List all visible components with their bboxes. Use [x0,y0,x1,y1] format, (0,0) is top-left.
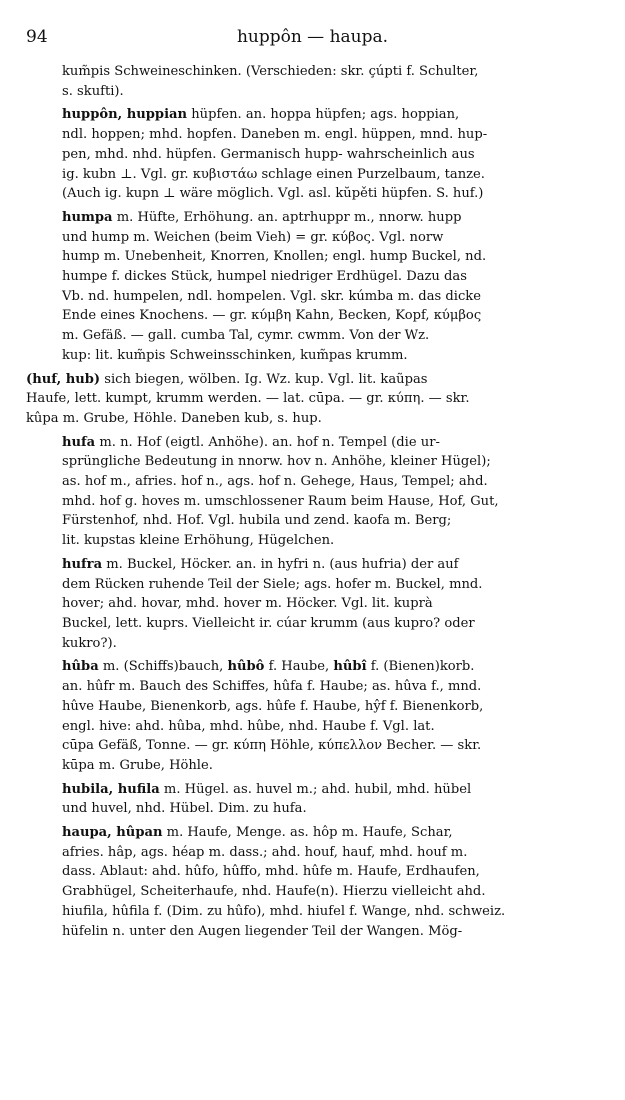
entry-huppon [26,105,602,204]
page-number: 94 [26,27,48,47]
entry-hubila [26,780,602,819]
entry-kumpis-cont [26,62,602,101]
entry-line: hiufila, hûfila f. (Dim. zu hûfo), mhd. hiufel f. Wange, nhd. schweiz. [62,903,506,919]
entry-line: kup: lit. kum̃pis Schweinsschinken, kum̃pas krumm. [62,347,408,363]
entries-column [26,62,602,945]
entry-line: mhd. hof g. hoves m. umschlossener Raum beim Hause, Hof, Gut, [62,493,499,509]
entry-haupa [26,823,602,941]
headword: hûbî [333,659,367,675]
headword: huppôn, huppian [62,107,188,123]
entry-huba [26,657,602,775]
entry-line: pen, mhd. nhd. hüpfen. Germanisch hupp- wahrscheinlich aus [62,146,475,162]
entry-line: m. Gefäß. — gall. cumba Tal, cymr. cwmm. Von der Wz. [62,328,430,344]
running-title: huppôn — haupa. [236,27,389,47]
headword: humpa [62,209,113,225]
entry-line: dem Rücken ruhende Teil der Siele; ags. hofer m. Buckel, mnd. [62,576,483,592]
entry-line: ig. kubn ⊥. Vgl. gr. κυβιστάω schlage einen Purzelbaum, tanze. [62,166,485,182]
entry-line: afries. hâp, ags. héap m. dass.; ahd. houf, hauf, mhd. houf m. [62,844,468,860]
entry-line: (Auch ig. kupn ⊥ wäre möglich. Vgl. asl. kŭpěti hüpfen. S. huf.) [62,186,484,202]
entry-huf [26,370,602,429]
entry-line: Vb. nd. humpelen, ndl. hompelen. Vgl. skr. kúmba m. das dicke [62,288,481,304]
entry-line: sprüngliche Bedeutung in nnorw. hov n. Anhöhe, kleiner Hügel); [62,454,491,470]
entry-line: hubila, hufila m. Hügel. as. huvel m.; ahd. hubil, mhd. hübel [62,781,472,797]
entry-line: hûve Haube, Bienenkorb, ags. hûfe f. Haube, hŷf f. Bienenkorb, [62,698,484,714]
entry-line: engl. hive: ahd. hûba, mhd. hûbe, nhd. Haube f. Vgl. lat. [62,718,435,734]
entry-line: hover; ahd. hovar, mhd. hover m. Höcker. Vgl. lit. kuprà [62,596,433,612]
headword: hûbô [227,659,265,675]
headword: hûba [62,659,99,675]
entry-line: (huf, hub) sich biegen, wölben. Ig. Wz. kup. Vgl. lit. kaũpas [26,371,428,387]
entry-line: und huvel, nhd. Hübel. Dim. zu hufa. [62,801,307,817]
entry-line: hufa m. n. Hof (eigtl. Anhöhe). an. hof n. Tempel (die ur- [62,434,440,450]
headword: haupa, hûpan [62,825,163,841]
entry-line: humpe f. dickes Stück, humpel niedriger Erdhügel. Dazu das [62,269,467,285]
entry-line: und hump m. Weichen (beim Vieh) = gr. κύβος. Vgl. norw [62,229,444,245]
entry-line: kukro?). [62,635,117,651]
entry-humpa [26,208,602,366]
entry-hufa [26,433,602,551]
entry-line: dass. Ablaut: ahd. hûfo, hûffo, mhd. hûfe m. Haufe, Erdhaufen, [62,864,480,880]
entry-line: hump m. Unebenheit, Knorren, Knollen; engl. hump Buckel, nd. [62,249,487,265]
entry-line: an. hûfr m. Bauch des Schiffes, hûfa f. Haube; as. hûva f., mnd. [62,679,482,695]
entry-line: Haufe, lett. kumpt, krumm werden. — lat. cūpa. — gr. κύπη. — skr. [26,391,470,407]
entry-line: Fürstenhof, nhd. Hof. Vgl. hubila und zend. kaofa m. Berg; [62,513,452,529]
headword: hufa [62,434,96,450]
entry-line: Grabhügel, Scheiterhaufe, nhd. Haufe(n). Hierzu vielleicht ahd. [62,884,486,900]
entry-line: lit. kupstas kleine Erhöhung, Hügelchen. [62,533,335,549]
entry-line: hüfelin n. unter den Augen liegender Teil der Wangen. Mög- [62,923,463,939]
entry-line: cūpa Gefäß, Tonne. — gr. κύπη Höhle, κύπελλον Becher. — skr. [62,738,482,754]
entry-line: s. skufti). [62,83,124,99]
headword: hufra [62,556,103,572]
entry-line: kûpa m. Grube, Höhle. Daneben kub, s. hup. [26,410,322,426]
entry-hufra [26,555,602,654]
headword: hubila, hufila [62,781,160,797]
entry-line: Buckel, lett. kuprs. Vielleicht ir. cúar krumm (aus kupro? oder [62,615,475,631]
entry-line: ndl. hoppen; mhd. hopfen. Daneben m. engl. hüppen, mnd. hup- [62,127,488,143]
entry-line: hûba m. (Schiffs)bauch, hûbô f. Haube, hûbî f. (Bienen)korb. [62,659,475,675]
entry-line: Ende eines Knochens. — gr. κύμβη Kahn, Becken, Kopf, κύμβος [62,308,482,324]
entry-line: humpa m. Hüfte, Erhöhung. an. aptrhuppr m., nnorw. hupp [62,209,462,225]
headword: (huf, hub) [26,371,101,387]
entry-line: hufra m. Buckel, Höcker. an. in hyfri n. (aus hufria) der auf [62,556,459,572]
entry-line: kum̃pis Schweineschinken. (Verschieden: skr. çúpti f. Schulter, [62,64,479,79]
entry-line: huppôn, huppian hüpfen. an. hoppa hüpfen; ags. hoppian, [62,107,460,123]
entry-line: kūpa m. Grube, Höhle. [62,757,213,773]
entry-line: as. hof m., afries. hof n., ags. hof n. Gehege, Haus, Tempel; ahd. [62,474,488,490]
entry-line: haupa, hûpan m. Haufe, Menge. as. hôp m. Haufe, Schar, [62,825,453,841]
